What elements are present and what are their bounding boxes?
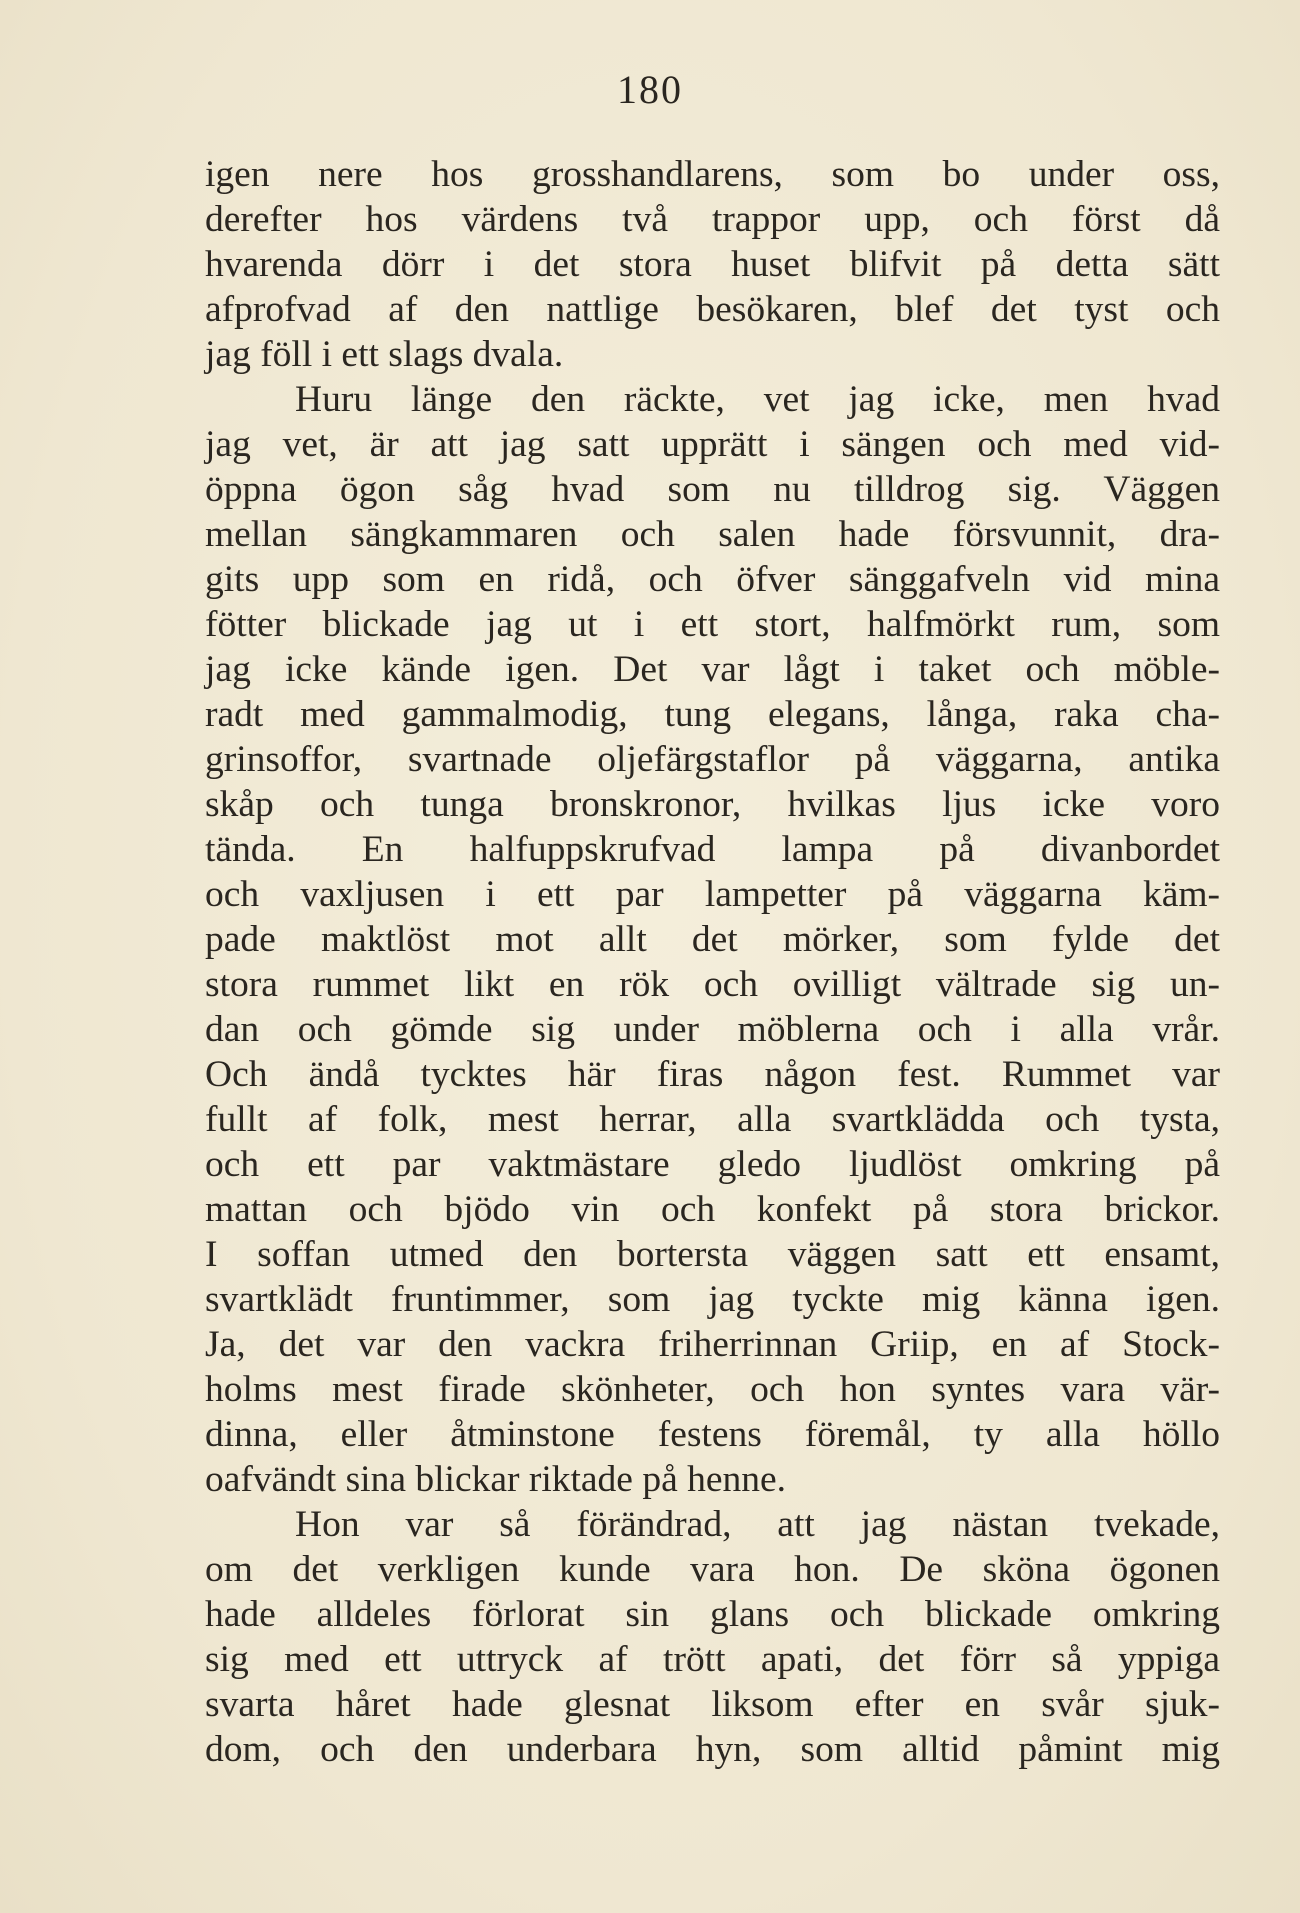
text-line: mellan sängkammaren och salen hade försvunnit, dra- bbox=[205, 514, 1220, 555]
text-line: dom, och den underbara hyn, som alltid påmint mig bbox=[205, 1729, 1220, 1770]
text-line: tända. En halfuppskrufvad lampa på divanbordet bbox=[205, 829, 1220, 870]
text-line: fullt af folk, mest herrar, alla svartklädda och tysta, bbox=[205, 1099, 1220, 1140]
text-line: Huru länge den räckte, vet jag icke, men hvad bbox=[295, 379, 1220, 420]
text-line: sig med ett uttryck af trött apati, det förr så yppiga bbox=[205, 1639, 1220, 1680]
text-line: pade maktlöst mot allt det mörker, som fylde det bbox=[205, 919, 1220, 960]
text-line: radt med gammalmodig, tung elegans, långa, raka cha- bbox=[205, 694, 1220, 735]
text-line: holms mest firade skönheter, och hon syntes vara vär- bbox=[205, 1369, 1220, 1410]
text-line: oafvändt sina blickar riktade på henne. bbox=[205, 1459, 787, 1500]
text-line: igen nere hos grosshandlarens, som bo under oss, bbox=[205, 154, 1220, 195]
text-line: gits upp som en ridå, och öfver sänggafveln vid mina bbox=[205, 559, 1220, 600]
text-line: derefter hos värdens två trappor upp, och först då bbox=[205, 199, 1220, 240]
text-line: jag vet, är att jag satt upprätt i sängen och med vid- bbox=[205, 424, 1220, 465]
text-line: om det verkligen kunde vara hon. De sköna ögonen bbox=[205, 1549, 1220, 1590]
text-line: stora rummet likt en rök och ovilligt vältrade sig un- bbox=[205, 964, 1220, 1005]
text-line: I soffan utmed den bortersta väggen satt ett ensamt, bbox=[205, 1234, 1220, 1275]
text-line: hade alldeles förlorat sin glans och blickade omkring bbox=[205, 1594, 1220, 1635]
text-line: afprofvad af den nattlige besökaren, blef det tyst och bbox=[205, 289, 1220, 330]
text-line: och vaxljusen i ett par lampetter på väggarna käm- bbox=[205, 874, 1220, 915]
text-line: dinna, eller åtminstone festens föremål, ty alla höllo bbox=[205, 1414, 1220, 1455]
text-line: hvarenda dörr i det stora huset blifvit på detta sätt bbox=[205, 244, 1220, 285]
text-line: Hon var så förändrad, att jag nästan tvekade, bbox=[295, 1504, 1220, 1545]
text-line: fötter blickade jag ut i ett stort, halfmörkt rum, som bbox=[205, 604, 1220, 645]
text-line: och ett par vaktmästare gledo ljudlöst omkring på bbox=[205, 1144, 1220, 1185]
text-line: mattan och bjödo vin och konfekt på stora brickor. bbox=[205, 1189, 1220, 1230]
text-line: svarta håret hade glesnat liksom efter en svår sjuk- bbox=[205, 1684, 1220, 1725]
text-line: dan och gömde sig under möblerna och i alla vrår. bbox=[205, 1009, 1220, 1050]
text-line: grinsoffor, svartnade oljefärgstaflor på väggarna, antika bbox=[205, 739, 1220, 780]
page-number: 180 bbox=[617, 67, 683, 112]
text-line: jag föll i ett slags dvala. bbox=[205, 334, 564, 375]
page-text bbox=[205, 152, 1220, 1772]
text-line: svartklädt fruntimmer, som jag tyckte mig känna igen. bbox=[205, 1279, 1220, 1320]
text-line: skåp och tunga bronskronor, hvilkas ljus icke voro bbox=[205, 784, 1220, 825]
text-line: öppna ögon såg hvad som nu tilldrog sig. Väggen bbox=[205, 469, 1220, 510]
text-line: Ja, det var den vackra friherrinnan Griip, en af Stock- bbox=[205, 1324, 1220, 1365]
text-line: jag icke kände igen. Det var lågt i taket och möble- bbox=[205, 649, 1220, 690]
text-line: Och ändå tycktes här firas någon fest. Rummet var bbox=[205, 1054, 1220, 1095]
